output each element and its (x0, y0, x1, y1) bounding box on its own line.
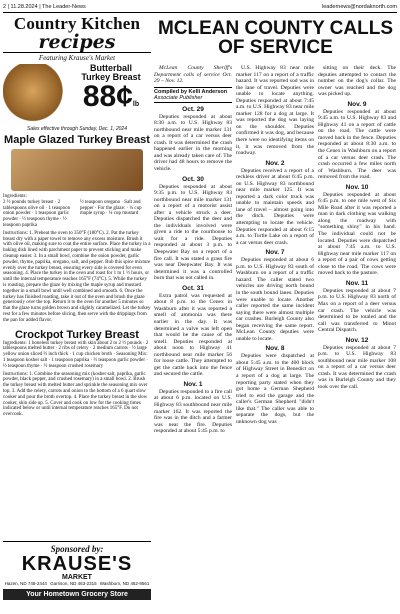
section-subtitle: recipes (38, 31, 116, 53)
recipe2-title: Crockpot Turkey Breast (15, 328, 139, 341)
calls-column-1 (154, 65, 232, 436)
call-date-heading: Oct. 29 (182, 105, 204, 113)
sponsor-phone-washburn: Washburn, ND 462-8561 (99, 581, 150, 586)
call-date-heading: Nov. 8 (265, 345, 285, 353)
call-date-heading: Nov. 10 (345, 183, 369, 191)
byline (154, 87, 232, 103)
page-header-left: 2 | 11.28.2024 | The Leader-News (3, 4, 86, 10)
recipe1-photo (11, 149, 143, 191)
calls-column-2 (236, 65, 314, 436)
call-entry-text: Deputies received a report of a reckless driver at about 6:45 p.m. on U.S. Highway 83 northbound near mile marker 125. It was reported a dark color truck was unable to maintain speeds and lane of travel – almost going into the ditch. Deputies were attempting to locate the vehicle. Deputies responded at about 6:15 a.m. to Turtle Lake on a report of a car versus deer crash. (236, 167, 314, 246)
sponsor-phone-hazen: Hazen, ND 748-2444 (4, 581, 47, 586)
call-entry-text: Extra patrol was requested at about 8 p.m. to the Cenex in Washburn after it was reported a smell of ammonia was there earlier in the day. It was determined a valve was left open that would be the cause of the smell. Deputies responded at about noon to Highway 41 northbound near mile marker 56 for loose cattle. They attempted to get the cattle back into the fence and secured the cattle. (154, 292, 232, 378)
call-entry-text: Deputies responded at about 7 p.m. to U.S. Highway 83 north of Max on a report of a deer versus car crash. The vehicle was determined to be totaled and the call was transferred to Minot Central Dispatch. (318, 287, 396, 334)
sponsor-phone-garrison: Garrison, ND 463-2315 (50, 581, 97, 586)
call-entry-text: Deputies were dispatched at about 5:45 a.m. to the 400 block of Highway Street in Benedict on a report of a dog at large. The reporting party stated when they got home a German Shepherd tried to end the garage and the caller's German Shepherd "didn't like that." The caller was able to separate the dogs, but the unknown dog was (236, 353, 314, 425)
byline-lead: Compiled by (154, 88, 188, 95)
call-date-heading: Oct. 31 (182, 284, 204, 292)
sponsor-label: Sponsored by: (50, 544, 104, 554)
call-entry-text: Deputies responded at about 9:35 p.m. to U.S. Highway 83 northbound near mile marker 131 on a report of a motorist assist after a vehicle struck a deer. Deputies dispatched the deer and the individuals involved were given a ride to the courthouse to wait for a ride. Deputies responded at about 3 p.m. to Deepwater Bay on a report of a fire call. It was stated a grass fire was near Deepwater Bay. It was determined it was a controlled burn that was not called in. (154, 183, 232, 282)
calls-column-3 (318, 65, 396, 436)
call-date-heading: Nov. 2 (265, 159, 285, 167)
promo-box (3, 64, 151, 126)
promo-line1: Butterball (89, 63, 132, 73)
calls-of-service-section (154, 15, 397, 611)
recipe1-instructions: Instructions: 1. Preheat the oven to 350°F (180°C). 2. Pat the turkey breast dry with a paper towel to remove any excess moisture. Brush it with olive oil, making sure to coat the entire surface. Place the turkey in a baking dish lined with parchment paper to prevent sticking and make cleanup easier. 3. In a small bowl, combine the onion powder, garlic powder, thyme, paprika, oregano, salt, and pepper. Rub this spice mixture evenly over the turkey breast, ensuring every side is covered for even seasoning. 4. Place the turkey in the oven and roast for 1 to 1 ½ hours, or until the internal temperature reaches 165°F (74°C). 5. While the turkey is roasting, prepare the glaze by mixing the maple syrup and mustard together in a small bowl until well combined and smooth. 6. Once the turkey has finished roasting, take it out of the oven and brush the glaze generously over the top. Return it to the oven for another 5 minutes so that the glaze turns golden brown and slightly caramelized. Let the turkey rest for a few minutes before slicing, then serve with the drippings from the pan for added flavor. (3, 230, 151, 323)
call-entry-text: sitting on their deck. The deputies attempted to contact the number on the dog's collar. The owner was reached and the dog was picked up. (318, 65, 396, 98)
featuring-line: Featuring Krause's Market (3, 52, 151, 62)
sponsor-name: KRAUSE'S (21, 553, 133, 575)
sale-dates: Sales effective through Sunday, Dec. 1, 2024 (27, 126, 127, 132)
calls-title: MCLEAN COUNTY CALLS OF SERVICE (157, 18, 394, 58)
call-entry-text: Deputies responded at about 7 p.m. to U.S. Highway 83 southbound near mile marker 108 on a report of a car versus deer crash. It was determined the crash was in Burleigh County and they took over the call. (318, 344, 396, 390)
country-kitchen-section (3, 15, 151, 611)
sponsor-phones (3, 581, 151, 586)
call-entry-text: Deputies responded to a fire call at about 6 p.m. located on U.S. Highway 83 southbound near mile marker 162. It was reported the fire was in the ditch and a farmer was near the fire. Deputies responded at about 5:45 p.m. to (154, 388, 232, 435)
call-date-heading: Nov. 12 (345, 336, 369, 344)
recipe1-ingredients-label: Ingredients: (3, 194, 27, 199)
recipe1-title: Maple Glazed Turkey Breast (4, 134, 150, 146)
turkey-photo (3, 64, 69, 124)
page-header-email[interactable]: leadernews@nordaknorth.com (322, 4, 397, 10)
call-entry-text: U.S. Highway 83 near mile marker 117 on a report of a traffic hazard. It was reported sod was in the lane of travel. Deputies were unable to locate anything. Deputies responded at about 7:45 a.m. to U.S. Highway 83 near mile marker 128 for a dog at large. It was reported the dog was laying on the shoulder. Deputies confirmed it was dog, and because there were no identifying items on it, it was removed from the roadway. (236, 65, 314, 157)
call-entry-text: Deputies responded at about 6:45 p.m. to one mile west of Six Mile Road after it was reported a man in dark clothing was walking along the roadway with "something shiny" in his hand. The individual could not be located. Deputies were dispatched at about 7:45 a.m. to U.S. Highway near mile marker 117 on a report of a pair of cows getting close to the road. The cows were moved back to the pasture. (318, 191, 396, 277)
recipe2-ingredients: Ingredients: 1 boneless turkey breast with skin about 2 to 2 ½ pounds · 2 tablespoons melted butter · 2 ribs of celery · 2 medium carrots · ½ large yellow onion sliced ½ inch thick · 1 cup chicken broth · Seasoning Mix: 1 teaspoon kosher salt · 1 teaspoon paprika · ½ teaspoon garlic powder · ½ teaspoon thyme · ½ teaspoon crushed rosemary (3, 340, 149, 369)
recipe2-instructions: Instructions: 1. Combine the seasoning mix (kosher salt, paprika, garlic powder, black pepper, and crushed rosemary) in a small bowl. 2. Brush the turkey breast with melted butter and sprinkle the seasoning mix over top. 3. Add the celery, carrots and onion to the bottom of a 6 quart slow cooker and pour the broth overtop. 4. Place the turkey breast in the slow cooker, skin side up. 5. Cover and cook on low for the cooking times indicated below or until internal temperature reaches 165°F. Do not overcook. (3, 371, 148, 418)
call-date-heading: Oct. 30 (182, 175, 204, 183)
calls-intro: McLean County Sheriff's Department calls of service Oct. 29 – Nov. 12. (154, 65, 232, 85)
call-date-heading: Nov. 7 (265, 249, 285, 257)
promo-unit: lb (132, 101, 140, 108)
byline-role: Associate Publisher (154, 94, 203, 101)
call-date-heading: Nov. 9 (347, 100, 367, 108)
call-date-heading: Nov. 11 (345, 279, 369, 287)
promo-price: 88¢ (82, 80, 133, 113)
promo-text (69, 64, 151, 126)
recipe1-ingredients-left: 2 ½ pounds turkey breast · 2 tablespoons olive oil · 1 teaspoon onion powder · 1 teaspoon garlic powder · ½ teaspoon thyme · ½ teaspoon paprika (3, 199, 71, 228)
recipe1-ingredients-right: ½ teaspoon oregano · Salt and pepper · For the glaze: · ¼ cup maple syrup · ¼ cup mustard (80, 199, 142, 217)
call-date-heading: Nov. 1 (183, 380, 203, 388)
call-entry-text: Deputies responded at about 9:45 a.m. to U.S. Highway 83 and Highway 41 on a report of cattle on the road. The cattle were moved back in the fence. Deputies responded at about 8:30 a.m. to the Cenex in Washburn on a report of a car versus deer crash. The crash occurred a few miles north of Washburn. The deer was removed from the road. (318, 108, 396, 181)
call-entry-text: Deputies responded at about 6 p.m. to U.S. Highway 83 south of Washburn on a report of a traffic hazard. The caller stated two vehicles are driving north bound in the south bound lanes. Deputies were unable to locate. Another caller reported the same incident saying there were almost multiple car crashes. Burleigh County also began receiving the same report. McLean County deputies were unable to locate. (236, 257, 314, 342)
byline-name: Kelli Anderson (188, 88, 228, 95)
sponsor-box (3, 541, 151, 611)
section-title: Country Kitchen (13, 15, 141, 33)
sponsor-tagline: Your Hometown Grocery Store (3, 589, 151, 600)
page-header (3, 2, 397, 13)
promo-line2: Turkey Breast (81, 72, 141, 82)
sponsor-sub: MARKET (62, 574, 92, 581)
call-entry-text: Deputies responded at about 8:30 a.m. to U.S. Highway 83 northbound near mile marker 131 on a report of a car versus deer crash. It was determined the crash happened earlier in the morning and was already taken care of. The driver had 48 hours to remove the vehicle. (154, 113, 232, 173)
